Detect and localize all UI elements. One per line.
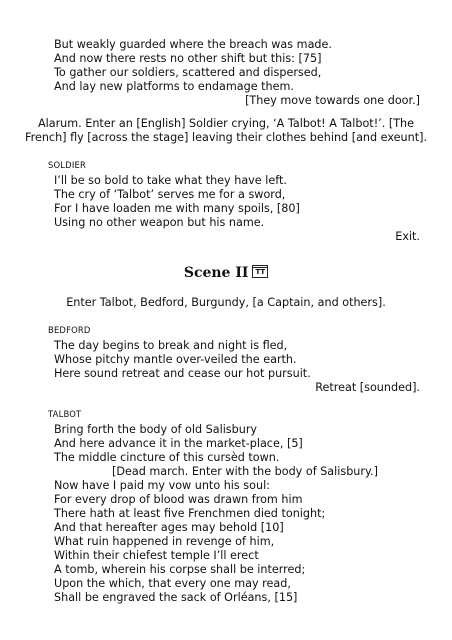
verse-line: The middle cincture of this cursèd town. bbox=[54, 451, 280, 464]
verse-line: I’ll be so bold to take what they have left. bbox=[54, 174, 287, 187]
stage-direction: [Dead march. Enter with the body of Salisbury.] bbox=[112, 465, 378, 478]
verse-line: Here sound retreat and cease our hot pursuit. bbox=[54, 367, 311, 380]
verse-line: Upon the which, that every one may read, bbox=[54, 577, 291, 590]
verse-line: Shall be engraved the sack of Orléans, [15] bbox=[54, 591, 298, 604]
verse-line: And now there rests no other shift but this: [75] bbox=[54, 52, 322, 65]
scene-heading bbox=[0, 263, 452, 283]
stage-direction-exit: Exit. bbox=[395, 230, 420, 243]
verse-line: And here advance it in the market-place, [5] bbox=[54, 437, 303, 450]
verse-line: To gather our soldiers, scattered and dispersed, bbox=[54, 66, 322, 79]
verse-line: A tomb, wherein his corpse shall be interred; bbox=[54, 563, 306, 576]
verse-line: Now have I paid my vow unto his soul: bbox=[54, 479, 270, 492]
verse-line: Using no other weapon but his name. bbox=[54, 216, 265, 229]
verse-line: Bring forth the body of old Salisbury bbox=[54, 423, 258, 436]
stage-direction: Enter Talbot, Bedford, Burgundy, [a Captain, and others]. bbox=[66, 296, 386, 309]
stage-direction: French] fly [across the stage] leaving their clothes behind [and exeunt]. bbox=[24, 131, 428, 144]
verse-line: But weakly guarded where the breach was made. bbox=[54, 38, 332, 51]
stage-direction: [They move towards one door.] bbox=[245, 94, 420, 107]
stage-direction: Alarum. Enter an [English] Soldier crying, ‘A Talbot! A Talbot!’. [The bbox=[37, 117, 415, 130]
scene-title: Scene II bbox=[183, 265, 249, 281]
verse-line: And that hereafter ages may behold [10] bbox=[54, 521, 284, 534]
verse-line: Within their chiefest temple I’ll erect bbox=[54, 549, 259, 562]
stage-direction: Retreat [sounded]. bbox=[315, 381, 420, 394]
speaker-name: SOLDIER bbox=[48, 160, 87, 170]
verse-line: The day begins to break and night is fled, bbox=[54, 339, 288, 352]
verse-line: The cry of ‘Talbot’ serves me for a sword, bbox=[54, 188, 286, 201]
speaker-name: TALBOT bbox=[48, 409, 82, 419]
verse-line: Whose pitchy mantle over-veiled the earth. bbox=[54, 353, 297, 366]
verse-line: There hath at least five Frenchmen died tonight; bbox=[54, 507, 326, 520]
speaker-name: BEDFORD bbox=[48, 325, 91, 335]
verse-line: And lay new platforms to endamage them. bbox=[54, 80, 294, 93]
verse-line: For I have loaden me with many spoils, [80] bbox=[54, 202, 300, 215]
verse-line: For every drop of blood was drawn from him bbox=[54, 493, 303, 506]
verse-line: What ruin happened in revenge of him, bbox=[54, 535, 275, 548]
scene-note-icon[interactable]: TT bbox=[252, 267, 268, 278]
